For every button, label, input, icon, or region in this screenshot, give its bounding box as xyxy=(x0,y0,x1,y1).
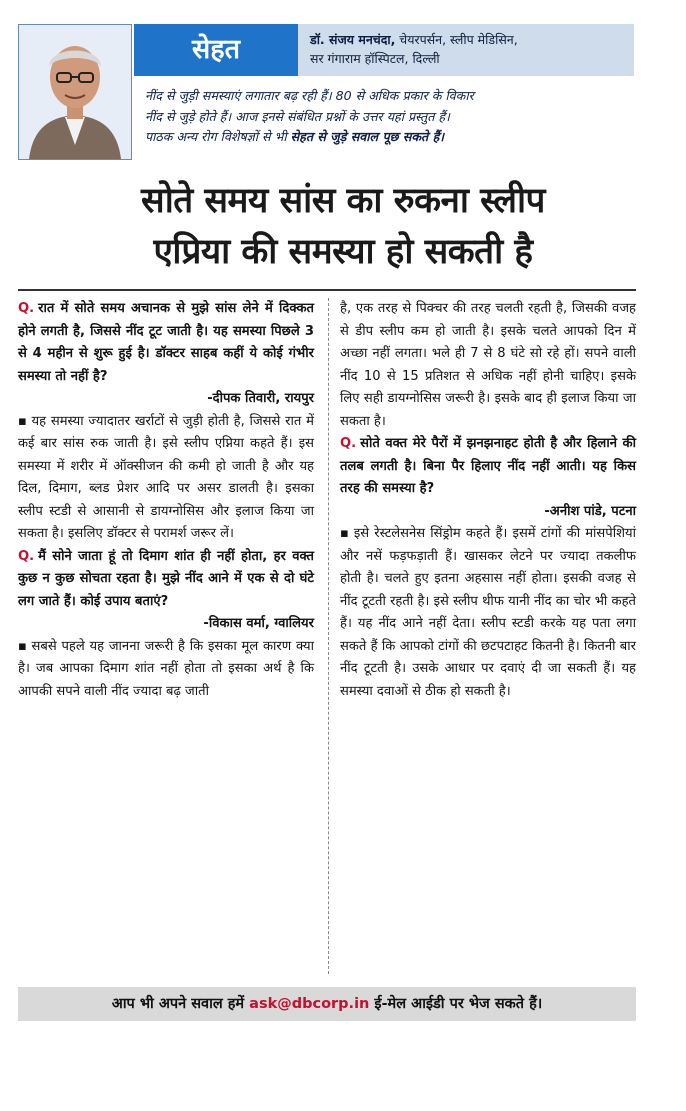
headline xyxy=(0,176,686,278)
footer-text-before: आप भी अपने सवाल हमें xyxy=(111,996,250,1012)
question-mark-label: Q. xyxy=(340,436,357,451)
author-credit xyxy=(310,30,630,68)
answer-3 xyxy=(340,523,636,703)
intro-line-3-text: पाठक अन्य रोग विशेषज्ञों से भी xyxy=(145,129,291,144)
question-2 xyxy=(18,546,314,614)
bullet-icon: ▪ xyxy=(18,638,28,654)
intro-line-1: नींद से जुड़ी समस्याएं लगातार बढ़ रही हैं। 80 से अधिक प्रकार के विकार xyxy=(145,88,474,103)
headline-line-2: एप्रिया की समस्या हो सकती है xyxy=(153,232,533,272)
question-3-signature: -अनीश पांडे, पटना xyxy=(544,503,636,519)
intro-line-3 xyxy=(145,127,645,148)
headline-line-1: सोते समय सांस का रुकना स्लीप xyxy=(141,181,545,221)
bullet-icon: ▪ xyxy=(340,526,350,541)
footer-banner xyxy=(18,987,636,1021)
answer-3-text: इसे रेस्टलेसनेस सिंड्रोम कहते हैं। इसमें टांगों की मांसपेशियां और नसें फड़फड़ाती हैं। खासकर लेटने पर ज्यादा तकलीफ होती है। चलते हुए इतना अहसास नहीं होता। इसकी वजह से नींद टूटती रहती है। इसे स्लीप थीफ यानी नींद का चोर भी कहते हैं। यह नींद आने नहीं देता। स्लीप स्टडी करके यह पता लगा सकते हैं कि आपको टांगों की छटपटाहट कितनी है। कितनी बार नींद टूटती है। उसके आधार पर दवाएं दी जा सकती हैं। यह समस्या दवाओं से ठीक हो सकती है। xyxy=(340,526,636,699)
question-3 xyxy=(340,433,636,501)
answer-2 xyxy=(18,636,314,704)
section-banner xyxy=(134,24,634,76)
bullet-icon: ▪ xyxy=(18,413,28,429)
answer-2-continued: है, एक तरह से पिक्चर की तरह चलती रहती है, जिसकी वजह से डीप स्लीप कम हो जाती है। इसके चलते आपको दिन में अच्छा नहीं लगता। भले ही 7 से 8 घंटे सो रहे हों। सपने वाली नींद 10 से 15 प्रतिशत से अधिक नहीं होनी चाहिए। इसके लिए सही डायग्नोसिस जरूरी है। इसके बाद ही इलाज किया जा सकता है। xyxy=(340,301,636,429)
section-tag: सेहत xyxy=(134,24,298,76)
column-divider xyxy=(328,298,330,974)
question-1-signature: -दीपक तिवारी, रायपुर xyxy=(207,391,314,406)
intro-line-3-emphasis: सेहत से जुड़े सवाल पूछ सकते हैं। xyxy=(290,129,445,144)
question-2-text: मैं सोने जाता हूं तो दिमाग शांत ही नहीं होता, हर वक्त कुछ न कुछ सोचता रहता है। मुझे नींद आने में एक से दो घंटे लग जाते हैं। कोई उपाय बताएं? xyxy=(18,548,314,609)
question-3-text: सोते वक्त मेरे पैरों में झनझनाहट होती है और हिलाने की तलब लगती है। बिना पैर हिलाए नींद नहीं आती। यह किस तरह की समस्या है? xyxy=(340,436,636,496)
question-1 xyxy=(18,298,314,388)
author-portrait-image xyxy=(19,25,131,159)
question-mark-label: Q. xyxy=(18,301,35,316)
author-name: डॉ. संजय मनचंदा, xyxy=(310,32,396,47)
question-1-text: रात में सोते समय अचानक से मुझे सांस लेने में दिक्कत होने लगती है, जिससे नींद टूट जाती है। यह समस्या पिछले 3 से 4 महीन से शुरू हुई है। डॉक्टर साहब कहीं ये कोई गंभीर समस्या तो नहीं है? xyxy=(18,301,314,384)
headline-divider xyxy=(18,289,636,291)
author-title-line-1: चेयरपर्सन, स्लीप मेडिसिन, xyxy=(395,32,518,47)
intro-text xyxy=(145,86,645,148)
contact-email-link[interactable]: ask@dbcorp.in xyxy=(249,996,370,1012)
answer-1 xyxy=(18,411,314,546)
question-mark-label: Q. xyxy=(18,548,35,564)
author-title-line-2: सर गंगाराम हॉस्पिटल, दिल्ली xyxy=(310,51,440,66)
footer-text-after: ई-मेल आईडी पर भेज सकते हैं। xyxy=(369,996,543,1012)
intro-line-2: नींद से जुड़े होते हैं। आज इनसे संबंधित प्रश्नों के उत्तर यहां प्रस्तुत हैं। xyxy=(145,108,450,124)
question-2-signature: -विकास वर्मा, ग्वालियर xyxy=(203,616,314,631)
answer-1-text: यह समस्या ज्यादातर खर्राटों से जुड़ी होती है, जिससे रात में कई बार सांस रुक जाती है। इसे स्लीप एप्निया कहते हैं। इस समस्या में शरीर में ऑक्सीजन की कमी हो जाती है और यह दिल, दिमाग, ब्लड प्रेशर आदि पर असर डालती है। इसका स्लीप स्टडी से आसानी से डायग्नोसिस और इलाज किया जा सकता है। इसलिए डॉक्टर से परामर्श जरूर लें। xyxy=(18,413,314,541)
answer-2-text: सबसे पहले यह जानना जरूरी है कि इसका मूल कारण क्या है। जब आपका दिमाग शांत नहीं होता तो इसका अर्थ है कि आपकी सपने वाली नींद ज्यादा बढ़ जाती xyxy=(18,638,314,699)
author-photo xyxy=(18,24,132,160)
left-column xyxy=(18,298,314,703)
right-column xyxy=(340,298,636,703)
